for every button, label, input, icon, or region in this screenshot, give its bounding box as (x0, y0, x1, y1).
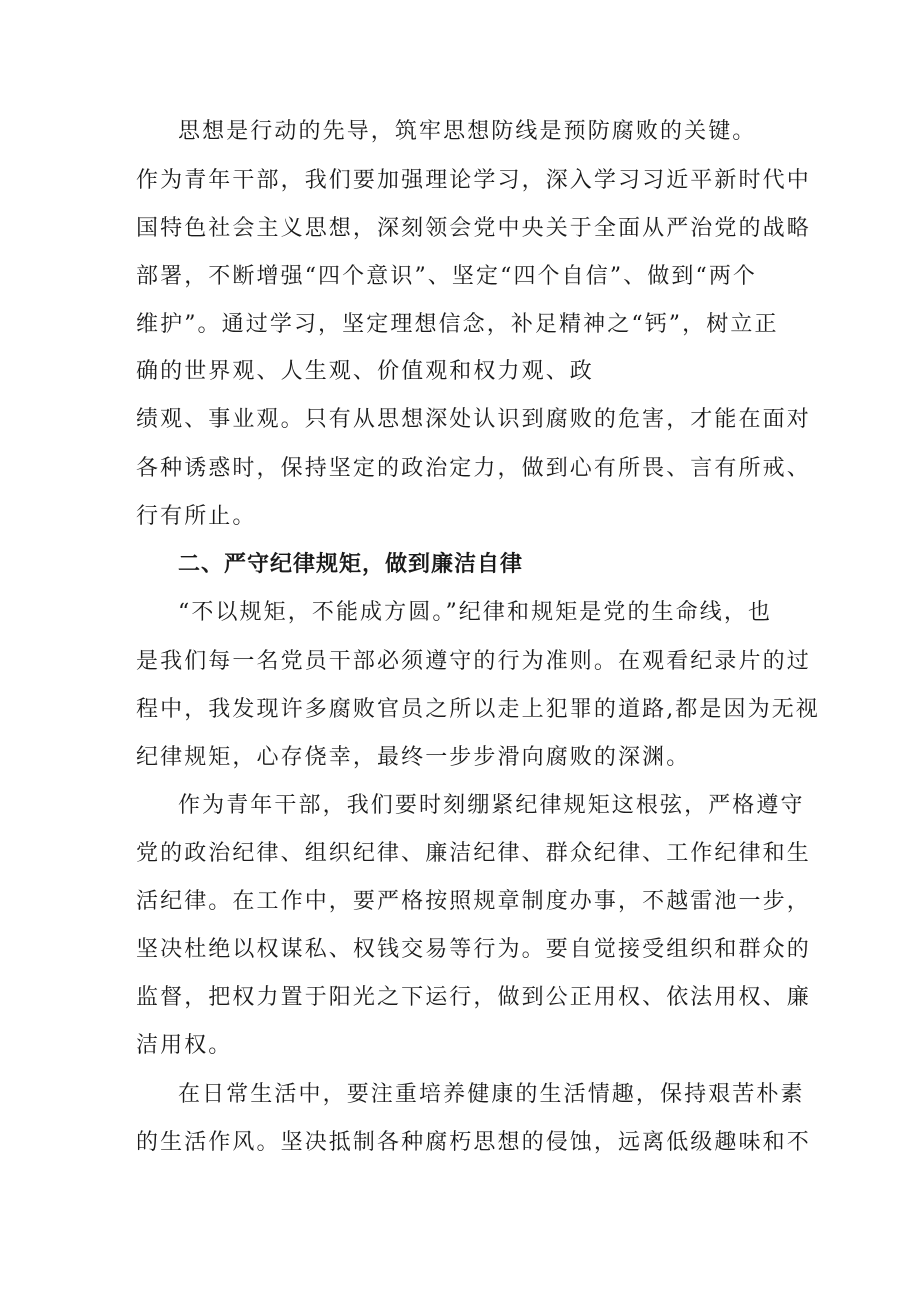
section-heading: 二、严守纪律规矩，做到廉洁自律 (178, 552, 524, 577)
paragraph-line: 监督，把权力置于阳光之下运行，做到公正用权、依法用权、廉 (136, 985, 811, 1010)
paragraph-line: 的生活作风。坚决抵制各种腐朽思想的侵蚀，远离低级趣味和不 (136, 1130, 811, 1155)
paragraph-line: 纪律规矩，心存侥幸，最终一步步滑向腐败的深渊。 (136, 745, 691, 770)
paragraph-line: 活纪律。在工作中，要严格按照规章制度办事，不越雷池一步， (136, 889, 811, 914)
paragraph-line: 洁用权。 (136, 1033, 233, 1058)
paragraph-line: 程中，我发现许多腐败官员之所以走上犯罪的道路,都是因为无视 (136, 697, 820, 722)
paragraph-line: 作为青年干部，我们要加强理论学习，深入学习习近平新时代中 (136, 168, 811, 193)
paragraph-line: 维护”。通过学习，坚定理想信念，补足精神之“钙”，树立正 (136, 312, 779, 337)
paragraph-line: 部署，不断增强“四个意识”、坚定“四个自信”、做到“两个 (136, 264, 758, 289)
paragraph-line: 思想是行动的先导，筑牢思想防线是预防腐败的关键。 (178, 119, 757, 144)
paragraph-line: 是我们每一名党员干部必须遵守的行为准则。在观看纪录片的过 (136, 649, 811, 674)
paragraph-line: 行有所止。 (136, 504, 257, 529)
paragraph-line: 国特色社会主义思想，深刻领会党中央关于全面从严治党的战略 (136, 216, 811, 241)
paragraph-line: 各种诱惑时，保持坚定的政治定力，做到心有所畏、言有所戒、 (136, 456, 811, 481)
paragraph-line: 党的政治纪律、组织纪律、廉洁纪律、群众纪律、工作纪律和生 (136, 841, 811, 866)
paragraph-line: 确的世界观、人生观、价值观和权力观、政 (136, 359, 594, 384)
paragraph-line: 绩观、事业观。只有从思想深处认识到腐败的危害，才能在面对 (136, 407, 811, 432)
paragraph-line: 坚决杜绝以权谋私、权钱交易等行为。要自觉接受组织和群众的 (136, 937, 811, 962)
paragraph-line: 作为青年干部，我们要时刻绷紧纪律规矩这根弦，严格遵守 (178, 793, 805, 818)
paragraph-line: “不以规矩，不能成方圆。”纪律和规矩是党的生命线，也 (178, 600, 773, 625)
paragraph-line: 在日常生活中，要注重培养健康的生活情趣，保持艰苦朴素 (178, 1082, 805, 1107)
